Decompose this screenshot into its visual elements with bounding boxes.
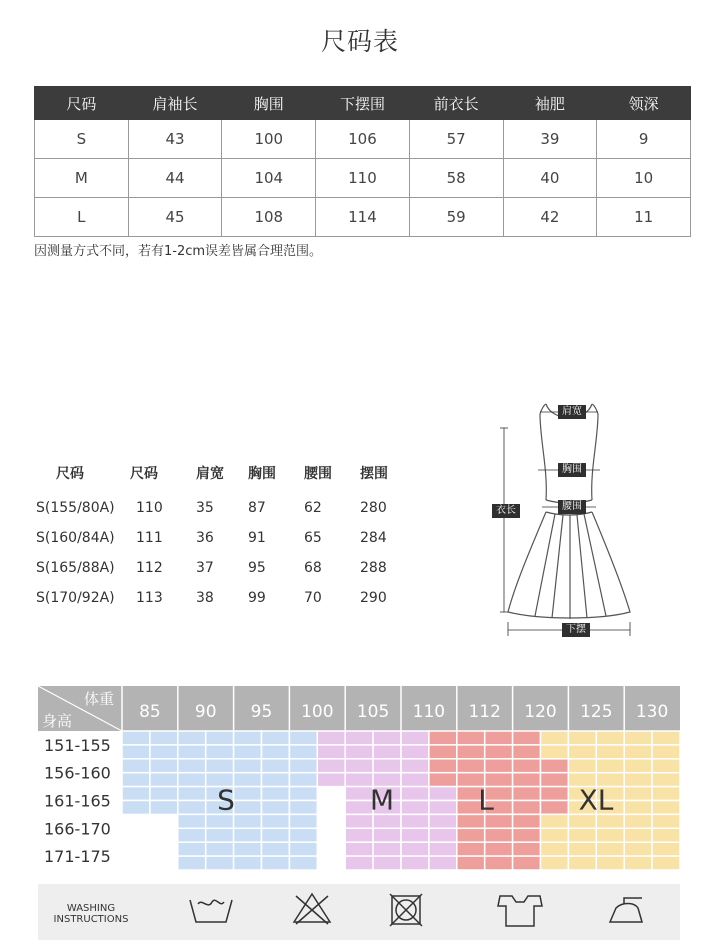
- grid-cell: [624, 828, 652, 842]
- grid-cell: [541, 745, 569, 759]
- grid-cell: [345, 731, 373, 745]
- grid-cell: [652, 745, 680, 759]
- grid-cell: [178, 745, 206, 759]
- grid-cell: [289, 759, 317, 773]
- grid-cell: [624, 856, 652, 870]
- grid-cell: [485, 842, 513, 856]
- model-table-header: 摆围: [360, 466, 388, 482]
- table-cell: 58: [409, 159, 503, 198]
- grid-cell: [234, 814, 262, 828]
- grid-cell: [345, 842, 373, 856]
- grid-cell: [485, 745, 513, 759]
- table-cell: 11: [597, 198, 691, 237]
- grid-cell: [429, 787, 457, 801]
- model-table-cell: 65: [304, 530, 322, 546]
- grid-cell: [178, 759, 206, 773]
- model-table-cell: 87: [248, 500, 266, 516]
- grid-cell: [541, 856, 569, 870]
- dress-label-waist: 腰围: [558, 500, 586, 514]
- weight-header: 105: [356, 702, 390, 722]
- grid-cell: [429, 814, 457, 828]
- grid-cell: [596, 731, 624, 745]
- model-table-header: 尺码: [130, 466, 158, 482]
- model-table-cell: 37: [196, 560, 214, 576]
- grid-cell: [345, 856, 373, 870]
- weight-header: 95: [250, 702, 273, 722]
- height-row-label: 156-160: [44, 763, 111, 783]
- table-cell: 45: [128, 198, 222, 237]
- grid-cell: [401, 842, 429, 856]
- grid-cell: [345, 787, 373, 801]
- grid-cell: [457, 828, 485, 842]
- weight-header: 112: [468, 702, 501, 722]
- grid-cell: [541, 842, 569, 856]
- weight-header: 100: [301, 702, 334, 722]
- height-row-label: 161-165: [44, 791, 111, 811]
- size-table-header-cell: 领深: [597, 87, 691, 120]
- table-cell: 100: [222, 120, 316, 159]
- size-region-label: XL: [578, 783, 614, 817]
- grid-cell: [289, 801, 317, 815]
- table-cell: 9: [597, 120, 691, 159]
- table-cell: 10: [597, 159, 691, 198]
- grid-cell: [234, 731, 262, 745]
- grid-cell: [401, 787, 429, 801]
- model-table-cell: S(165/88A): [36, 560, 115, 576]
- grid-cell: [122, 745, 150, 759]
- grid-cell: [568, 745, 596, 759]
- dress-label-length: 衣长: [492, 504, 520, 518]
- grid-cell: [541, 759, 569, 773]
- washing-instructions: [38, 880, 680, 940]
- model-table-cell: S(155/80A): [36, 500, 115, 516]
- weight-header: 90: [194, 702, 217, 722]
- grid-cell: [262, 856, 290, 870]
- grid-cell: [150, 801, 178, 815]
- grid-cell: [652, 842, 680, 856]
- grid-cell: [206, 731, 234, 745]
- grid-cell: [122, 731, 150, 745]
- model-table-cell: 95: [248, 560, 266, 576]
- weight-header: 120: [524, 702, 557, 722]
- table-cell: 59: [409, 198, 503, 237]
- dress-diagram: [490, 400, 640, 645]
- model-table-cell: 35: [196, 500, 214, 516]
- grid-cell: [596, 842, 624, 856]
- grid-cell: [234, 773, 262, 787]
- grid-cell: [401, 759, 429, 773]
- weight-header: 130: [635, 702, 669, 722]
- grid-cell: [624, 745, 652, 759]
- grid-cell: [234, 759, 262, 773]
- grid-cell: [262, 759, 290, 773]
- grid-cell: [206, 856, 234, 870]
- washing-label-line2: INSTRUCTIONS: [53, 914, 129, 925]
- grid-cell: [262, 773, 290, 787]
- grid-cell: [206, 759, 234, 773]
- corner-height-label: 身高: [42, 712, 73, 730]
- grid-cell: [401, 745, 429, 759]
- grid-cell: [429, 801, 457, 815]
- size-table-header-cell: 前衣长: [409, 87, 503, 120]
- model-table-cell: 284: [360, 530, 387, 546]
- model-table-cell: 290: [360, 590, 387, 606]
- model-table-header: 胸围: [248, 466, 276, 482]
- grid-cell: [624, 787, 652, 801]
- grid-cell: [429, 759, 457, 773]
- grid-cell: [234, 856, 262, 870]
- dress-label-chest: 胸围: [558, 463, 586, 477]
- dress-label-shoulder: 肩宽: [558, 405, 586, 419]
- grid-cell: [513, 759, 541, 773]
- grid-cell: [178, 801, 206, 815]
- dress-outline-icon: [490, 400, 640, 645]
- grid-cell: [262, 745, 290, 759]
- grid-cell: [429, 745, 457, 759]
- table-row: [35, 198, 691, 237]
- grid-cell: [568, 842, 596, 856]
- grid-cell: [596, 856, 624, 870]
- model-table-cell: 38: [196, 590, 214, 606]
- grid-cell: [345, 773, 373, 787]
- grid-cell: [206, 842, 234, 856]
- grid-cell: [513, 731, 541, 745]
- grid-cell: [457, 731, 485, 745]
- grid-cell: [541, 814, 569, 828]
- model-table-cell: S(170/92A): [36, 590, 115, 606]
- model-table-cell: 110: [136, 500, 163, 516]
- grid-cell: [596, 828, 624, 842]
- grid-cell: [568, 731, 596, 745]
- height-row-label: 171-175: [44, 847, 111, 867]
- grid-cell: [234, 745, 262, 759]
- model-table-cell: 99: [248, 590, 266, 606]
- grid-cell: [345, 801, 373, 815]
- corner-weight-label: 体重: [83, 690, 114, 708]
- grid-cell: [652, 856, 680, 870]
- grid-cell: [513, 856, 541, 870]
- table-cell: 57: [409, 120, 503, 159]
- size-table-header-cell: 胸围: [222, 87, 316, 120]
- grid-cell: [485, 731, 513, 745]
- grid-cell: [652, 773, 680, 787]
- grid-cell: [150, 773, 178, 787]
- model-table-cell: 36: [196, 530, 214, 546]
- height-row-label: 166-170: [44, 819, 111, 839]
- grid-cell: [122, 773, 150, 787]
- grid-cell: [373, 759, 401, 773]
- grid-cell: [262, 814, 290, 828]
- size-region-label: L: [478, 783, 494, 817]
- grid-cell: [150, 745, 178, 759]
- height-row-label: 151-155: [44, 735, 111, 755]
- size-table-header-cell: 肩袖长: [128, 87, 222, 120]
- table-cell: L: [35, 198, 129, 237]
- grid-cell: [122, 759, 150, 773]
- grid-cell: [178, 828, 206, 842]
- grid-cell: [373, 731, 401, 745]
- size-grid-canvas: [38, 686, 680, 870]
- table-cell: 43: [128, 120, 222, 159]
- grid-cell: [513, 801, 541, 815]
- grid-cell: [568, 759, 596, 773]
- model-table-cell: 70: [304, 590, 322, 606]
- size-recommendation-grid: [38, 686, 680, 870]
- grid-cell: [317, 773, 345, 787]
- grid-cell: [541, 731, 569, 745]
- grid-cell: [150, 759, 178, 773]
- table-cell: S: [35, 120, 129, 159]
- model-table-cell: 288: [360, 560, 387, 576]
- grid-cell: [401, 731, 429, 745]
- grid-cell: [262, 828, 290, 842]
- model-table-header: 肩宽: [196, 466, 224, 482]
- grid-cell: [373, 745, 401, 759]
- grid-cell: [624, 801, 652, 815]
- grid-cell: [401, 856, 429, 870]
- grid-cell: [289, 773, 317, 787]
- grid-cell: [206, 828, 234, 842]
- model-table-cell: 68: [304, 560, 322, 576]
- grid-cell: [289, 842, 317, 856]
- grid-cell: [289, 731, 317, 745]
- grid-cell: [345, 814, 373, 828]
- grid-cell: [262, 801, 290, 815]
- weight-header: 85: [139, 702, 161, 722]
- grid-cell: [624, 731, 652, 745]
- grid-cell: [178, 787, 206, 801]
- table-row: [35, 120, 691, 159]
- washing-icons: [38, 880, 680, 940]
- grid-cell: [513, 787, 541, 801]
- grid-cell: [568, 856, 596, 870]
- grid-cell: [289, 856, 317, 870]
- grid-cell: [150, 731, 178, 745]
- grid-cell: [289, 787, 317, 801]
- grid-cell: [150, 787, 178, 801]
- grid-cell: [122, 801, 150, 815]
- measurement-note: 因测量方式不同，若有1-2cm误差皆属合理范围。: [34, 244, 323, 259]
- grid-cell: [457, 842, 485, 856]
- grid-cell: [568, 828, 596, 842]
- grid-cell: [513, 773, 541, 787]
- grid-cell: [178, 773, 206, 787]
- table-cell: 39: [503, 120, 597, 159]
- grid-cell: [513, 814, 541, 828]
- grid-cell: [401, 828, 429, 842]
- grid-cell: [401, 773, 429, 787]
- grid-cell: [596, 759, 624, 773]
- grid-cell: [373, 856, 401, 870]
- grid-cell: [345, 828, 373, 842]
- size-table-header-cell: 下摆围: [316, 87, 410, 120]
- model-table-header: 尺码: [56, 466, 84, 482]
- grid-cell: [262, 842, 290, 856]
- table-cell: 114: [316, 198, 410, 237]
- grid-cell: [457, 856, 485, 870]
- grid-cell: [401, 814, 429, 828]
- grid-cell: [624, 814, 652, 828]
- table-cell: 108: [222, 198, 316, 237]
- grid-cell: [373, 828, 401, 842]
- grid-cell: [457, 759, 485, 773]
- grid-cell: [596, 745, 624, 759]
- size-table-header-cell: 袖肥: [503, 87, 597, 120]
- model-table-cell: 111: [136, 530, 163, 546]
- grid-cell: [429, 773, 457, 787]
- model-table-cell: 62: [304, 500, 322, 516]
- grid-cell: [541, 828, 569, 842]
- grid-cell: [262, 731, 290, 745]
- grid-cell: [289, 828, 317, 842]
- grid-cell: [234, 842, 262, 856]
- grid-cell: [317, 759, 345, 773]
- grid-cell: [401, 801, 429, 815]
- grid-cell: [652, 801, 680, 815]
- model-table-cell: 113: [136, 590, 163, 606]
- size-region-label: M: [369, 783, 395, 817]
- grid-cell: [289, 814, 317, 828]
- grid-cell: [234, 828, 262, 842]
- grid-cell: [345, 759, 373, 773]
- grid-cell: [317, 745, 345, 759]
- table-cell: 44: [128, 159, 222, 198]
- model-table-cell: S(160/84A): [36, 530, 115, 546]
- dress-label-hem: 下摆: [562, 623, 590, 637]
- grid-cell: [206, 745, 234, 759]
- table-row: [35, 159, 691, 198]
- grid-cell: [234, 801, 262, 815]
- grid-cell: [178, 842, 206, 856]
- grid-cell: [513, 745, 541, 759]
- grid-cell: [652, 814, 680, 828]
- page-title: 尺码表: [320, 27, 399, 56]
- grid-cell: [652, 759, 680, 773]
- grid-cell: [541, 773, 569, 787]
- table-cell: 104: [222, 159, 316, 198]
- table-cell: 42: [503, 198, 597, 237]
- size-region-label: S: [217, 783, 235, 817]
- grid-cell: [513, 828, 541, 842]
- grid-cell: [624, 773, 652, 787]
- grid-cell: [624, 759, 652, 773]
- weight-header: 110: [412, 702, 446, 722]
- grid-cell: [429, 828, 457, 842]
- grid-cell: [178, 731, 206, 745]
- size-table: [34, 86, 691, 237]
- size-table-header-cell: 尺码: [35, 87, 129, 120]
- size-table-body: [35, 120, 691, 237]
- grid-cell: [485, 828, 513, 842]
- size-table-header: [35, 87, 691, 120]
- table-cell: 106: [316, 120, 410, 159]
- grid-cell: [457, 745, 485, 759]
- table-cell: 40: [503, 159, 597, 198]
- grid-cell: [289, 745, 317, 759]
- grid-cell: [317, 731, 345, 745]
- grid-cell: [178, 856, 206, 870]
- model-table-header: 腰围: [304, 466, 332, 482]
- grid-cell: [485, 759, 513, 773]
- table-cell: M: [35, 159, 129, 198]
- grid-cell: [652, 787, 680, 801]
- grid-cell: [652, 731, 680, 745]
- grid-cell: [178, 814, 206, 828]
- grid-cell: [429, 842, 457, 856]
- grid-cell: [373, 842, 401, 856]
- grid-cell: [262, 787, 290, 801]
- grid-cell: [429, 731, 457, 745]
- weight-header: 125: [580, 702, 613, 722]
- grid-cell: [234, 787, 262, 801]
- washing-label-line1: WASHING: [66, 903, 116, 914]
- model-table-cell: 280: [360, 500, 387, 516]
- grid-cell: [485, 856, 513, 870]
- grid-cell: [541, 787, 569, 801]
- model-table-cell: 112: [136, 560, 163, 576]
- table-cell: 110: [316, 159, 410, 198]
- grid-cell: [652, 828, 680, 842]
- grid-cell: [345, 745, 373, 759]
- grid-cell: [122, 787, 150, 801]
- grid-cell: [429, 856, 457, 870]
- grid-cell: [624, 842, 652, 856]
- grid-cell: [513, 842, 541, 856]
- model-table-cell: 91: [248, 530, 266, 546]
- grid-cell: [541, 801, 569, 815]
